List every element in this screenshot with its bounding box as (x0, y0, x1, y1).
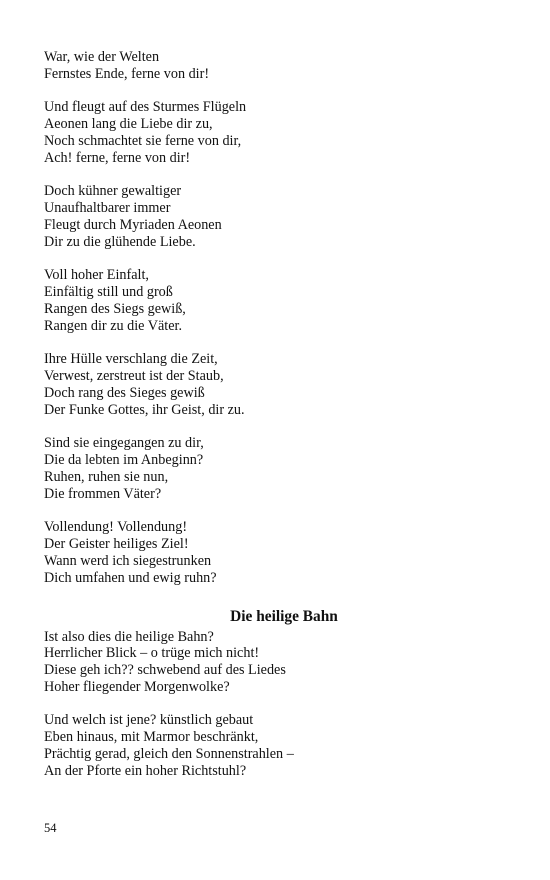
verse-line: An der Pforte ein hoher Richtstuhl? (44, 762, 247, 779)
verse-line: Der Geister heiliges Ziel! (44, 536, 189, 553)
verse-line: Verwest, zerstreut ist der Staub, (44, 368, 224, 385)
stanza-gap (44, 335, 504, 352)
stanza-gap (44, 696, 504, 713)
stanza (44, 712, 504, 779)
verse-line: Die da lebten im Anbeginn? (44, 452, 204, 469)
stanza-gap (44, 503, 504, 520)
stanza-gap (44, 83, 504, 100)
verse-line: Aeonen lang die Liebe dir zu, (44, 116, 213, 133)
verse-line: Vollendung! Vollendung! (44, 519, 188, 536)
verse-line: Dich umfahen und ewig ruhn? (44, 569, 217, 586)
verse-line: Hoher fliegender Morgenwolke? (44, 678, 230, 695)
verse-line: Noch schmachtet sie ferne von dir, (44, 132, 242, 149)
verse-line: Unaufhaltbarer immer (44, 200, 171, 217)
poem-title: Die heilige Bahn (230, 607, 338, 625)
stanza (44, 267, 504, 334)
stanza (44, 435, 504, 502)
poem-die-heilige-bahn (44, 629, 504, 780)
stanza-gap (44, 419, 504, 436)
verse-line: Ruhen, ruhen sie nun, (44, 468, 169, 485)
verse-line: Und fleugt auf des Sturmes Flügeln (44, 99, 247, 116)
verse-line: Eben hinaus, mit Marmor beschränkt, (44, 729, 259, 746)
verse-line: Rangen dir zu die Väter. (44, 317, 183, 334)
verse-line: Sind sie eingegangen zu dir, (44, 435, 204, 452)
verse-line: Fleugt durch Myriaden Aeonen (44, 216, 222, 233)
verse-line: Der Funke Gottes, ihr Geist, dir zu. (44, 401, 245, 418)
stanza-gap (44, 251, 504, 268)
stanza (44, 519, 504, 586)
verse-line: Wann werd ich siegestrunken (44, 552, 212, 569)
verse-line: Prächtig gerad, gleich den Sonnenstrahlen – (44, 746, 294, 763)
verse-line: Fernstes Ende, ferne von dir! (44, 65, 210, 82)
verse-line: Einfältig still und groß (44, 284, 173, 301)
verse-line: War, wie der Welten (44, 49, 160, 65)
page-body (44, 49, 504, 780)
verse-line: Diese geh ich?? schwebend auf des Liedes (44, 662, 286, 679)
verse-line: Rangen des Siegs gewiß, (44, 300, 186, 317)
verse-line: Und welch ist jene? künstlich gebaut (44, 712, 254, 729)
poem-continuation (44, 49, 504, 587)
verse-line: Herrlicher Blick – o trüge mich nicht! (44, 645, 260, 662)
verse-line: Ach! ferne, ferne von dir! (44, 149, 191, 166)
verse-line: Dir zu die glühende Liebe. (44, 233, 196, 250)
verse-line: Ist also dies die heilige Bahn? (44, 628, 214, 645)
page-number: 54 (44, 821, 57, 835)
stanza (44, 183, 504, 250)
stanza (44, 629, 504, 696)
verse-line: Die frommen Väter? (44, 485, 162, 502)
stanza (44, 49, 504, 83)
verse-line: Doch kühner gewaltiger (44, 183, 182, 200)
stanza (44, 99, 504, 166)
stanza (44, 351, 504, 418)
stanza-gap (44, 167, 504, 184)
verse-line: Doch rang des Sieges gewiß (44, 384, 205, 401)
verse-line: Ihre Hülle verschlang die Zeit, (44, 351, 218, 368)
verse-line: Voll hoher Einfalt, (44, 267, 149, 284)
